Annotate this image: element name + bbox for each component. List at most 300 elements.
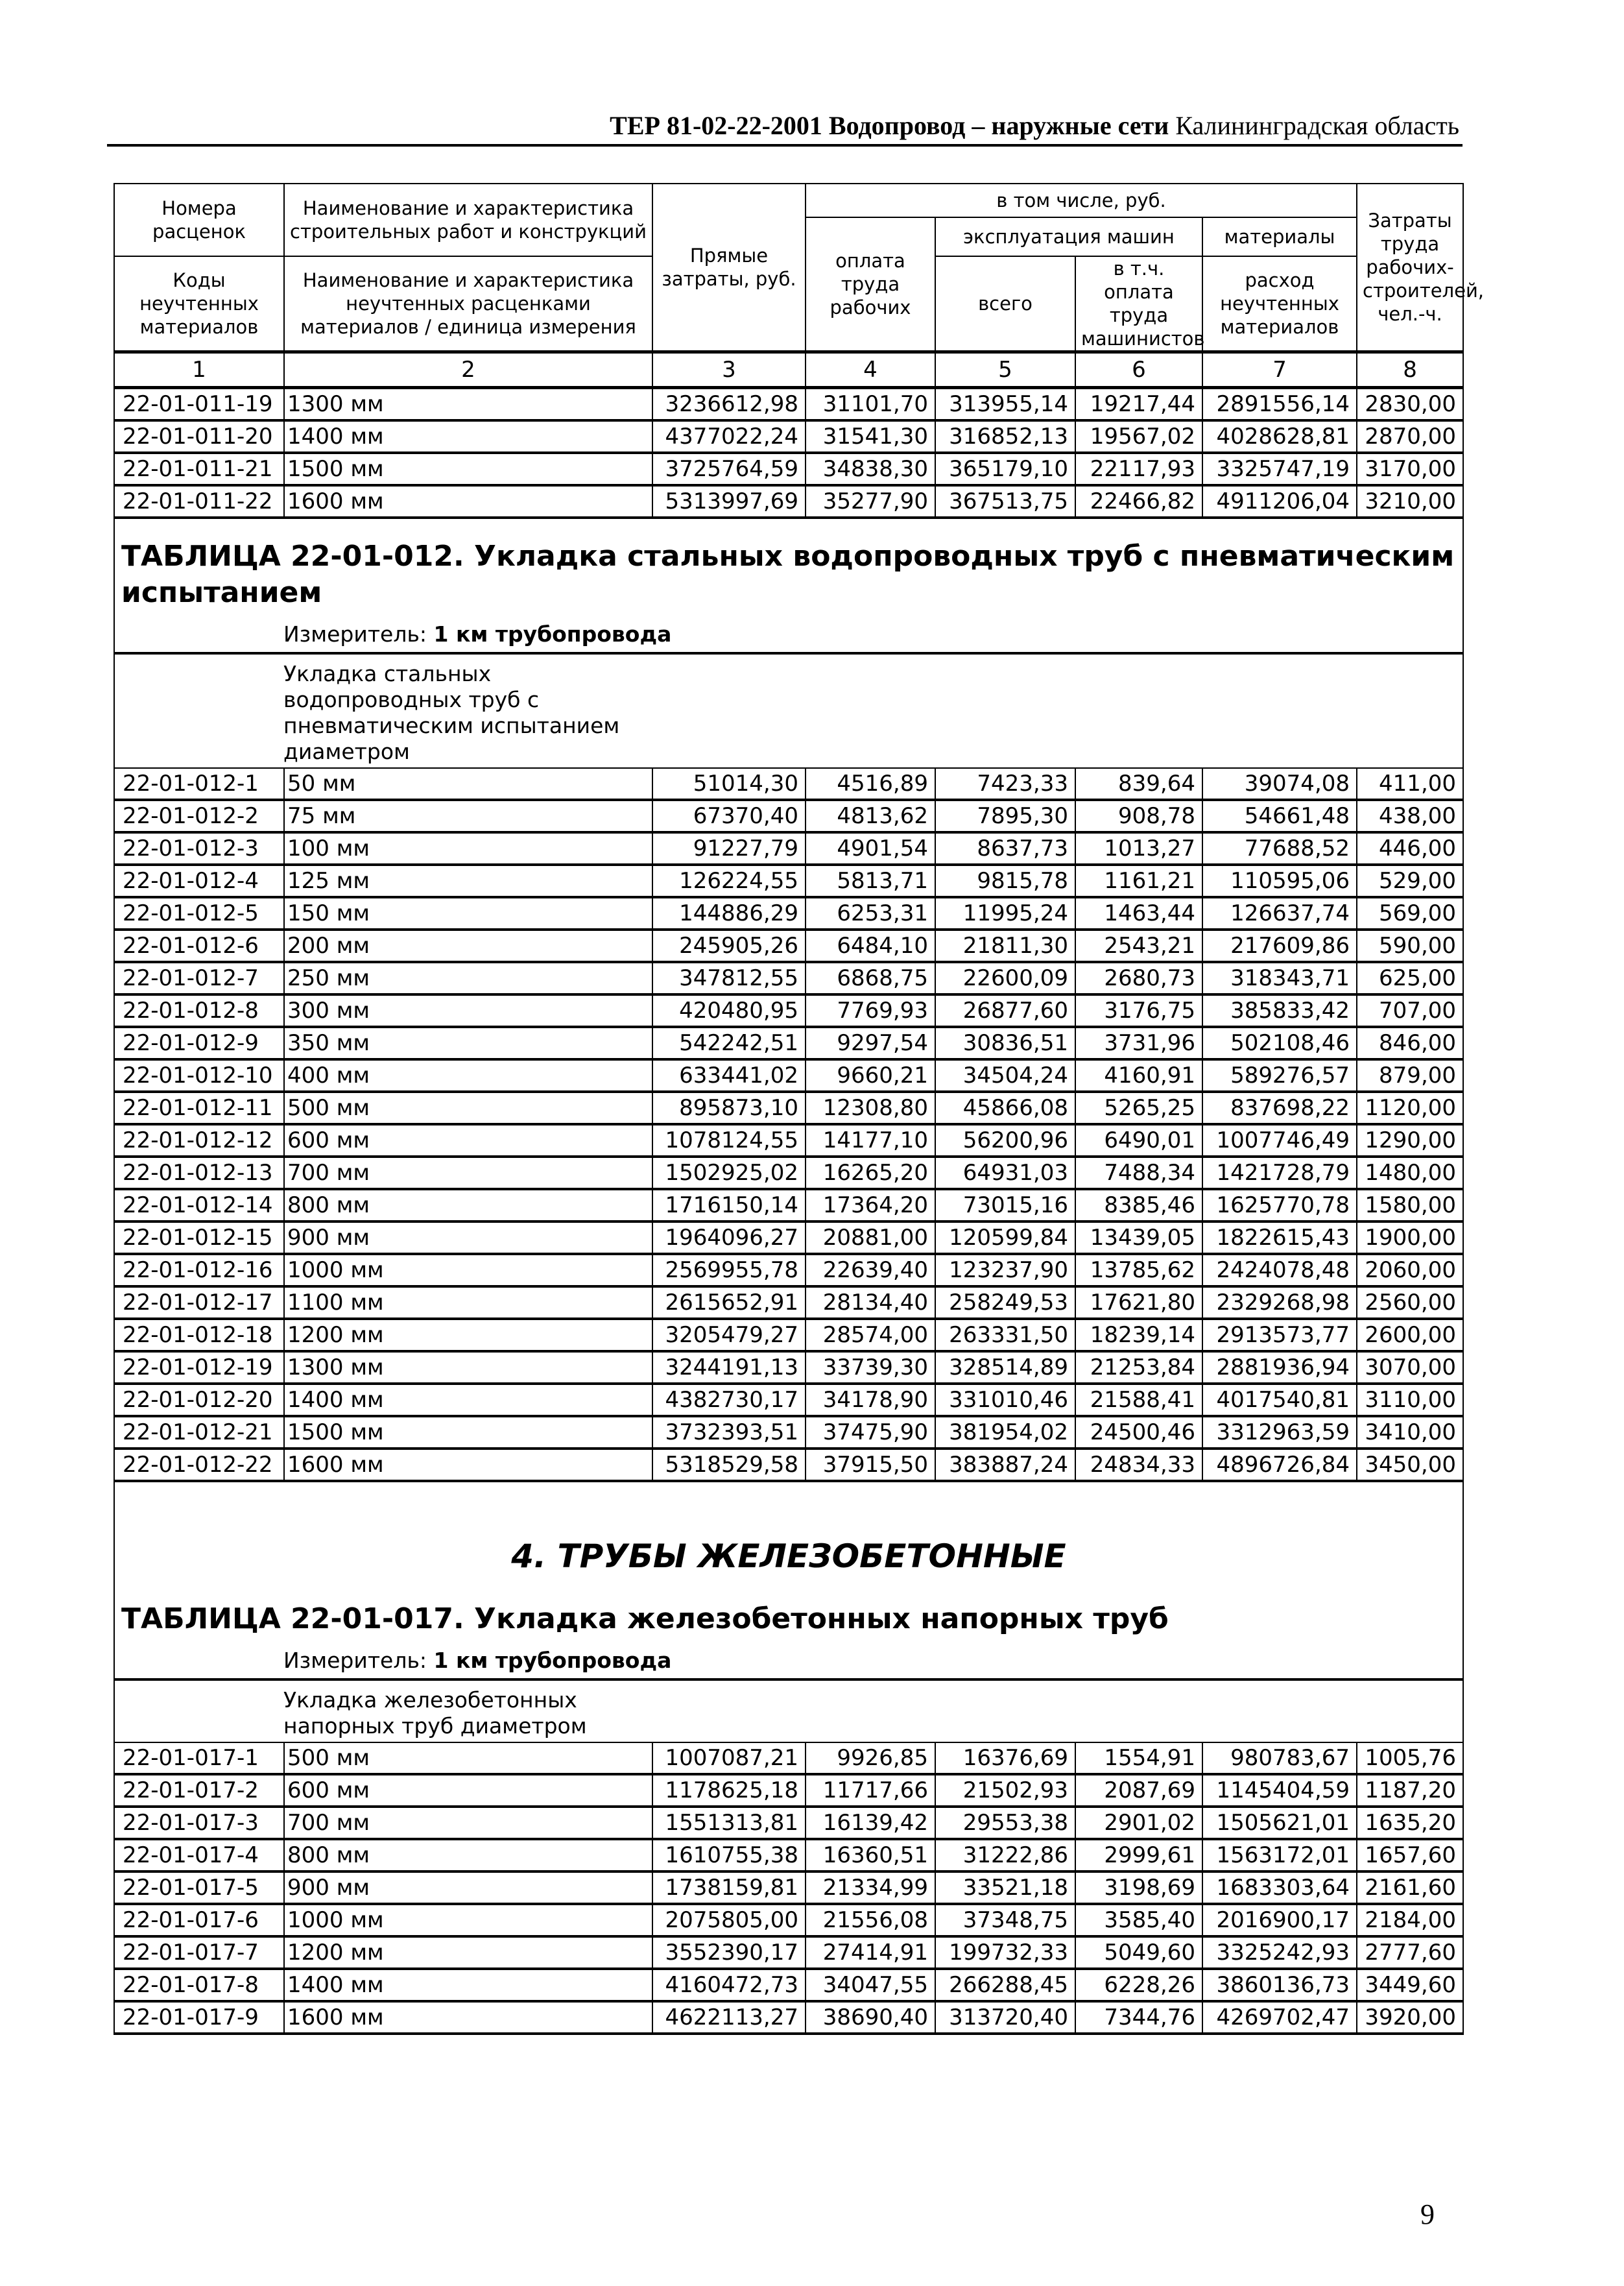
machines-total: 37348,75 — [935, 1904, 1075, 1936]
materials-cost: 2424078,48 — [1202, 1254, 1357, 1286]
pipe-diameter: 250 мм — [284, 962, 652, 994]
labor-hours: 625,00 — [1357, 962, 1463, 994]
machinist-pay: 19567,02 — [1075, 420, 1202, 453]
materials-cost: 39074,08 — [1202, 768, 1357, 800]
rate-code: 22-01-012-21 — [114, 1416, 284, 1449]
table-row — [114, 994, 1463, 1027]
materials-cost: 1563172,01 — [1202, 1839, 1357, 1871]
table-row — [114, 453, 1463, 485]
machines-total: 26877,60 — [935, 994, 1075, 1027]
materials-cost: 110595,06 — [1202, 865, 1357, 897]
column-number: 5 — [935, 352, 1075, 388]
rate-code: 22-01-012-18 — [114, 1319, 284, 1351]
rate-code: 22-01-012-6 — [114, 930, 284, 962]
worker-pay: 5813,71 — [806, 865, 935, 897]
table-011-body — [114, 388, 1463, 518]
table-row — [114, 1027, 1463, 1059]
header-labor-hours: Затраты труда рабочих-строителей, чел.-ч. — [1357, 184, 1463, 352]
materials-cost: 837698,22 — [1202, 1092, 1357, 1124]
pipe-diameter: 200 мм — [284, 930, 652, 962]
pipe-diameter: 500 мм — [284, 1742, 652, 1774]
direct-costs: 895873,10 — [652, 1092, 806, 1124]
materials-cost: 77688,52 — [1202, 832, 1357, 865]
table-row — [114, 962, 1463, 994]
header-rule — [107, 144, 1463, 147]
machines-total: 120599,84 — [935, 1221, 1075, 1254]
pipe-diameter: 1200 мм — [284, 1936, 652, 1969]
labor-hours: 3449,60 — [1357, 1969, 1463, 2001]
machines-total: 263331,50 — [935, 1319, 1075, 1351]
machines-total: 258249,53 — [935, 1286, 1075, 1319]
pipe-diameter: 1600 мм — [284, 1449, 652, 1481]
table-row — [114, 485, 1463, 518]
labor-hours: 2830,00 — [1357, 388, 1463, 421]
worker-pay: 9660,21 — [806, 1059, 935, 1092]
worker-pay: 28574,00 — [806, 1319, 935, 1351]
table-row — [114, 1157, 1463, 1189]
pipe-diameter: 1400 мм — [284, 420, 652, 453]
pipe-diameter: 800 мм — [284, 1189, 652, 1221]
machines-total: 199732,33 — [935, 1936, 1075, 1969]
intro-line: Укладка железобетонных — [283, 1687, 577, 1713]
rate-code: 22-01-012-7 — [114, 962, 284, 994]
pipe-diameter: 900 мм — [284, 1871, 652, 1904]
direct-costs: 1007087,21 — [652, 1742, 806, 1774]
meter-label: Измеритель: — [283, 1648, 427, 1673]
header-rate-numbers: Номера расценок — [114, 184, 284, 256]
machines-total: 123237,90 — [935, 1254, 1075, 1286]
machinist-pay: 3176,75 — [1075, 994, 1202, 1027]
machinist-pay: 13439,05 — [1075, 1221, 1202, 1254]
labor-hours: 1657,60 — [1357, 1839, 1463, 1871]
direct-costs: 4622113,27 — [652, 2001, 806, 2034]
machinist-pay: 22117,93 — [1075, 453, 1202, 485]
table-row — [114, 1189, 1463, 1221]
machinist-pay: 5265,25 — [1075, 1092, 1202, 1124]
rate-code: 22-01-017-3 — [114, 1807, 284, 1839]
direct-costs: 126224,55 — [652, 865, 806, 897]
machinist-pay: 24834,33 — [1075, 1449, 1202, 1481]
worker-pay: 34178,90 — [806, 1384, 935, 1416]
direct-costs: 1964096,27 — [652, 1221, 806, 1254]
labor-hours: 846,00 — [1357, 1027, 1463, 1059]
pipe-diameter: 1600 мм — [284, 2001, 652, 2034]
materials-cost: 3860136,73 — [1202, 1969, 1357, 2001]
column-number: 1 — [114, 352, 284, 388]
machines-total: 64931,03 — [935, 1157, 1075, 1189]
worker-pay: 38690,40 — [806, 2001, 935, 2034]
materials-cost: 1505621,01 — [1202, 1807, 1357, 1839]
column-number: 3 — [652, 352, 806, 388]
document-region: Калининградская область — [1175, 111, 1459, 140]
direct-costs: 1738159,81 — [652, 1871, 806, 1904]
table-row — [114, 1449, 1463, 1481]
machinist-pay: 2087,69 — [1075, 1774, 1202, 1807]
pipe-diameter: 1500 мм — [284, 453, 652, 485]
table-row — [114, 1092, 1463, 1124]
worker-pay: 31541,30 — [806, 420, 935, 453]
materials-cost: 1822615,43 — [1202, 1221, 1357, 1254]
direct-costs: 1178625,18 — [652, 1774, 806, 1807]
header-machinist-pay: в т.ч. оплата труда машинистов — [1075, 256, 1202, 352]
labor-hours: 2060,00 — [1357, 1254, 1463, 1286]
materials-cost: 980783,67 — [1202, 1742, 1357, 1774]
column-number: 2 — [284, 352, 652, 388]
direct-costs: 347812,55 — [652, 962, 806, 994]
materials-cost: 1007746,49 — [1202, 1124, 1357, 1157]
meter-value: 1 км трубопровода — [433, 1648, 672, 1673]
machinist-pay: 2901,02 — [1075, 1807, 1202, 1839]
header-machine-operation: эксплуатация машин — [935, 217, 1202, 256]
machines-total: 31222,86 — [935, 1839, 1075, 1871]
worker-pay: 31101,70 — [806, 388, 935, 421]
pipe-diameter: 1300 мм — [284, 388, 652, 421]
rate-code: 22-01-012-4 — [114, 865, 284, 897]
direct-costs: 4160472,73 — [652, 1969, 806, 2001]
header-material-name: Наименование и характеристика неучтенных расценками материалов / единица измерения — [284, 256, 652, 352]
rate-code: 22-01-012-3 — [114, 832, 284, 865]
rate-code: 22-01-017-7 — [114, 1936, 284, 1969]
rate-code: 22-01-017-2 — [114, 1774, 284, 1807]
materials-cost: 2881936,94 — [1202, 1351, 1357, 1384]
materials-cost: 4028628,81 — [1202, 420, 1357, 453]
machinist-pay: 6490,01 — [1075, 1124, 1202, 1157]
materials-cost: 3325242,93 — [1202, 1936, 1357, 1969]
pipe-diameter: 1000 мм — [284, 1904, 652, 1936]
worker-pay: 21334,99 — [806, 1871, 935, 1904]
pipe-diameter: 800 мм — [284, 1839, 652, 1871]
direct-costs: 633441,02 — [652, 1059, 806, 1092]
pipe-diameter: 900 мм — [284, 1221, 652, 1254]
rate-code: 22-01-012-10 — [114, 1059, 284, 1092]
pipe-diameter: 50 мм — [284, 768, 652, 800]
machines-total: 331010,46 — [935, 1384, 1075, 1416]
table-row — [114, 1384, 1463, 1416]
machines-total: 383887,24 — [935, 1449, 1075, 1481]
worker-pay: 33739,30 — [806, 1351, 935, 1384]
labor-hours: 707,00 — [1357, 994, 1463, 1027]
worker-pay: 7769,93 — [806, 994, 935, 1027]
direct-costs: 2615652,91 — [652, 1286, 806, 1319]
direct-costs: 51014,30 — [652, 768, 806, 800]
machinist-pay: 22466,82 — [1075, 485, 1202, 518]
machinist-pay: 17621,80 — [1075, 1286, 1202, 1319]
machines-total: 22600,09 — [935, 962, 1075, 994]
worker-pay: 21556,08 — [806, 1904, 935, 1936]
materials-cost: 4896726,84 — [1202, 1449, 1357, 1481]
table-row — [114, 1416, 1463, 1449]
rate-code: 22-01-012-22 — [114, 1449, 284, 1481]
worker-pay: 17364,20 — [806, 1189, 935, 1221]
machines-total: 21502,93 — [935, 1774, 1075, 1807]
machines-total: 7895,30 — [935, 800, 1075, 832]
worker-pay: 37915,50 — [806, 1449, 935, 1481]
table-row — [114, 865, 1463, 897]
pipe-diameter: 1000 мм — [284, 1254, 652, 1286]
pipe-diameter: 100 мм — [284, 832, 652, 865]
direct-costs: 1551313,81 — [652, 1807, 806, 1839]
machines-total: 316852,13 — [935, 420, 1075, 453]
machinist-pay: 908,78 — [1075, 800, 1202, 832]
labor-hours: 1900,00 — [1357, 1221, 1463, 1254]
table-row — [114, 930, 1463, 962]
labor-hours: 2184,00 — [1357, 1904, 1463, 1936]
rate-code: 22-01-017-8 — [114, 1969, 284, 2001]
direct-costs: 5318529,58 — [652, 1449, 806, 1481]
table-row — [114, 1839, 1463, 1871]
labor-hours: 3110,00 — [1357, 1384, 1463, 1416]
pipe-diameter: 1600 мм — [284, 485, 652, 518]
pipe-diameter: 75 мм — [284, 800, 652, 832]
table-012-heading — [114, 518, 1463, 768]
header-worker-pay: оплата труда рабочих — [806, 217, 935, 352]
rate-code: 22-01-012-9 — [114, 1027, 284, 1059]
machines-total: 313955,14 — [935, 388, 1075, 421]
meter-label: Измеритель: — [283, 621, 427, 647]
pipe-diameter: 1300 мм — [284, 1351, 652, 1384]
table-017-heading — [114, 1481, 1463, 1742]
rate-code: 22-01-012-16 — [114, 1254, 284, 1286]
pipe-diameter: 700 мм — [284, 1807, 652, 1839]
pipe-diameter: 600 мм — [284, 1774, 652, 1807]
header-including: в том числе, руб. — [806, 184, 1357, 217]
direct-costs: 5313997,69 — [652, 485, 806, 518]
labor-hours: 3410,00 — [1357, 1416, 1463, 1449]
meter-value: 1 км трубопровода — [433, 621, 672, 647]
table-row — [114, 1351, 1463, 1384]
machinist-pay: 18239,14 — [1075, 1319, 1202, 1351]
machines-total: 56200,96 — [935, 1124, 1075, 1157]
materials-cost: 54661,48 — [1202, 800, 1357, 832]
machinist-pay: 7344,76 — [1075, 2001, 1202, 2034]
direct-costs: 67370,40 — [652, 800, 806, 832]
machinist-pay: 24500,46 — [1075, 1416, 1202, 1449]
direct-costs: 3732393,51 — [652, 1416, 806, 1449]
column-number: 7 — [1202, 352, 1357, 388]
table-row — [114, 420, 1463, 453]
direct-costs: 1716150,14 — [652, 1189, 806, 1221]
table-row — [114, 2001, 1463, 2034]
table-row — [114, 1254, 1463, 1286]
machinist-pay: 3731,96 — [1075, 1027, 1202, 1059]
materials-cost: 4017540,81 — [1202, 1384, 1357, 1416]
machinist-pay: 21588,41 — [1075, 1384, 1202, 1416]
rate-code: 22-01-017-5 — [114, 1871, 284, 1904]
machinist-pay: 5049,60 — [1075, 1936, 1202, 1969]
materials-cost: 217609,86 — [1202, 930, 1357, 962]
table-header — [114, 184, 1485, 388]
machinist-pay: 13785,62 — [1075, 1254, 1202, 1286]
worker-pay: 34838,30 — [806, 453, 935, 485]
worker-pay: 34047,55 — [806, 1969, 935, 2001]
table-row — [114, 1904, 1463, 1936]
table-012-body — [114, 768, 1463, 1481]
materials-cost: 2329268,98 — [1202, 1286, 1357, 1319]
header-material-codes: Коды неучтенных материалов — [114, 256, 284, 352]
labor-hours: 879,00 — [1357, 1059, 1463, 1092]
rate-code: 22-01-012-12 — [114, 1124, 284, 1157]
worker-pay: 37475,90 — [806, 1416, 935, 1449]
table-row — [114, 388, 1463, 421]
machines-total: 328514,89 — [935, 1351, 1075, 1384]
materials-cost: 4911206,04 — [1202, 485, 1357, 518]
labor-hours: 1187,20 — [1357, 1774, 1463, 1807]
labor-hours: 2600,00 — [1357, 1319, 1463, 1351]
header-material-consumption: расход неучтенных материалов — [1202, 256, 1357, 352]
table-017-intro — [115, 1681, 1463, 1742]
labor-hours: 2777,60 — [1357, 1936, 1463, 1969]
materials-cost: 1145404,59 — [1202, 1774, 1357, 1807]
machines-total: 30836,51 — [935, 1027, 1075, 1059]
pipe-diameter: 350 мм — [284, 1027, 652, 1059]
table-017-meter — [115, 1644, 1463, 1678]
rate-code: 22-01-012-1 — [114, 768, 284, 800]
table-row — [114, 1774, 1463, 1807]
chapter-title: 4. ТРУБЫ ЖЕЛЕЗОБЕТОННЫЕ — [511, 1537, 1066, 1575]
machinist-pay: 21253,84 — [1075, 1351, 1202, 1384]
labor-hours: 2161,60 — [1357, 1871, 1463, 1904]
pipe-diameter: 400 мм — [284, 1059, 652, 1092]
direct-costs: 2569955,78 — [652, 1254, 806, 1286]
rate-code: 22-01-017-9 — [114, 2001, 284, 2034]
rate-code: 22-01-012-2 — [114, 800, 284, 832]
labor-hours: 2870,00 — [1357, 420, 1463, 453]
table-012-title: ТАБЛИЦА 22-01-012. Укладка стальных водопроводных труб с пневматическим испытанием — [121, 540, 1455, 609]
worker-pay: 6868,75 — [806, 962, 935, 994]
machines-total: 266288,45 — [935, 1969, 1075, 2001]
worker-pay: 35277,90 — [806, 485, 935, 518]
table-row — [114, 800, 1463, 832]
direct-costs: 1502925,02 — [652, 1157, 806, 1189]
table-017-title: ТАБЛИЦА 22-01-017. Укладка железобетонных напорных труб — [121, 1602, 1169, 1635]
table-row — [114, 768, 1463, 800]
pipe-diameter: 600 мм — [284, 1124, 652, 1157]
machines-total: 7423,33 — [935, 768, 1075, 800]
rate-code: 22-01-017-4 — [114, 1839, 284, 1871]
machinist-pay: 1554,91 — [1075, 1742, 1202, 1774]
worker-pay: 12308,80 — [806, 1092, 935, 1124]
machines-total: 365179,10 — [935, 453, 1075, 485]
table-row — [114, 1221, 1463, 1254]
header-direct-costs: Прямые затраты, руб. — [652, 184, 806, 352]
machinist-pay: 2999,61 — [1075, 1839, 1202, 1871]
machinist-pay: 8385,46 — [1075, 1189, 1202, 1221]
price-table-sheet — [113, 183, 1485, 2035]
materials-cost: 3312963,59 — [1202, 1416, 1357, 1449]
worker-pay: 16360,51 — [806, 1839, 935, 1871]
labor-hours: 590,00 — [1357, 930, 1463, 962]
worker-pay: 27414,91 — [806, 1936, 935, 1969]
direct-costs: 3244191,13 — [652, 1351, 806, 1384]
rate-code: 22-01-012-19 — [114, 1351, 284, 1384]
table-012-intro: Укладка стальных водопроводных труб с пневматическим испытанием диаметром — [283, 661, 620, 764]
worker-pay: 4516,89 — [806, 768, 935, 800]
materials-cost: 2913573,77 — [1202, 1319, 1357, 1351]
worker-pay: 6484,10 — [806, 930, 935, 962]
table-row — [114, 1059, 1463, 1092]
materials-cost: 1683303,64 — [1202, 1871, 1357, 1904]
materials-cost: 1421728,79 — [1202, 1157, 1357, 1189]
labor-hours: 3920,00 — [1357, 2001, 1463, 2034]
worker-pay: 9926,85 — [806, 1742, 935, 1774]
materials-cost: 318343,71 — [1202, 962, 1357, 994]
labor-hours: 1580,00 — [1357, 1189, 1463, 1221]
column-numbers-row — [114, 352, 1463, 388]
machinist-pay: 839,64 — [1075, 768, 1202, 800]
direct-costs: 2075805,00 — [652, 1904, 806, 1936]
direct-costs: 4382730,17 — [652, 1384, 806, 1416]
worker-pay: 16139,42 — [806, 1807, 935, 1839]
materials-cost: 589276,57 — [1202, 1059, 1357, 1092]
machinist-pay: 4160,91 — [1075, 1059, 1202, 1092]
labor-hours: 446,00 — [1357, 832, 1463, 865]
materials-cost: 502108,46 — [1202, 1027, 1357, 1059]
labor-hours: 438,00 — [1357, 800, 1463, 832]
machinist-pay: 2543,21 — [1075, 930, 1202, 962]
worker-pay: 22639,40 — [806, 1254, 935, 1286]
worker-pay: 14177,10 — [806, 1124, 935, 1157]
rate-code: 22-01-012-11 — [114, 1092, 284, 1124]
direct-costs: 542242,51 — [652, 1027, 806, 1059]
table-row — [114, 1124, 1463, 1157]
machinist-pay: 6228,26 — [1075, 1969, 1202, 2001]
machines-total: 8637,73 — [935, 832, 1075, 865]
materials-cost: 3325747,19 — [1202, 453, 1357, 485]
direct-costs: 4377022,24 — [652, 420, 806, 453]
direct-costs: 3236612,98 — [652, 388, 806, 421]
labor-hours: 3070,00 — [1357, 1351, 1463, 1384]
machinist-pay: 3585,40 — [1075, 1904, 1202, 1936]
table-row — [114, 1807, 1463, 1839]
labor-hours: 529,00 — [1357, 865, 1463, 897]
direct-costs: 1078124,55 — [652, 1124, 806, 1157]
materials-cost: 4269702,47 — [1202, 2001, 1357, 2034]
labor-hours: 1005,76 — [1357, 1742, 1463, 1774]
table-row — [114, 1742, 1463, 1774]
machines-total: 381954,02 — [935, 1416, 1075, 1449]
pipe-diameter: 700 мм — [284, 1157, 652, 1189]
header-materials: материалы — [1202, 217, 1357, 256]
worker-pay: 28134,40 — [806, 1286, 935, 1319]
materials-cost: 2891556,14 — [1202, 388, 1357, 421]
labor-hours: 1290,00 — [1357, 1124, 1463, 1157]
worker-pay: 11717,66 — [806, 1774, 935, 1807]
materials-cost: 2016900,17 — [1202, 1904, 1357, 1936]
pipe-diameter: 1400 мм — [284, 1969, 652, 2001]
page-number: 9 — [1420, 2198, 1435, 2230]
materials-cost: 1625770,78 — [1202, 1189, 1357, 1221]
worker-pay: 4813,62 — [806, 800, 935, 832]
direct-costs: 3552390,17 — [652, 1936, 806, 1969]
machines-total: 21811,30 — [935, 930, 1075, 962]
pipe-diameter: 1200 мм — [284, 1319, 652, 1351]
machines-total: 11995,24 — [935, 897, 1075, 930]
rate-code: 22-01-017-1 — [114, 1742, 284, 1774]
direct-costs: 1610755,38 — [652, 1839, 806, 1871]
machines-total: 313720,40 — [935, 2001, 1075, 2034]
pipe-diameter: 1100 мм — [284, 1286, 652, 1319]
rate-code: 22-01-012-20 — [114, 1384, 284, 1416]
machines-total: 73015,16 — [935, 1189, 1075, 1221]
column-number: 8 — [1357, 352, 1463, 388]
labor-hours: 3210,00 — [1357, 485, 1463, 518]
machinist-pay: 1013,27 — [1075, 832, 1202, 865]
machines-total: 16376,69 — [935, 1742, 1075, 1774]
machinist-pay: 2680,73 — [1075, 962, 1202, 994]
machinist-pay: 3198,69 — [1075, 1871, 1202, 1904]
rate-code: 22-01-012-15 — [114, 1221, 284, 1254]
machinist-pay: 19217,44 — [1075, 388, 1202, 421]
